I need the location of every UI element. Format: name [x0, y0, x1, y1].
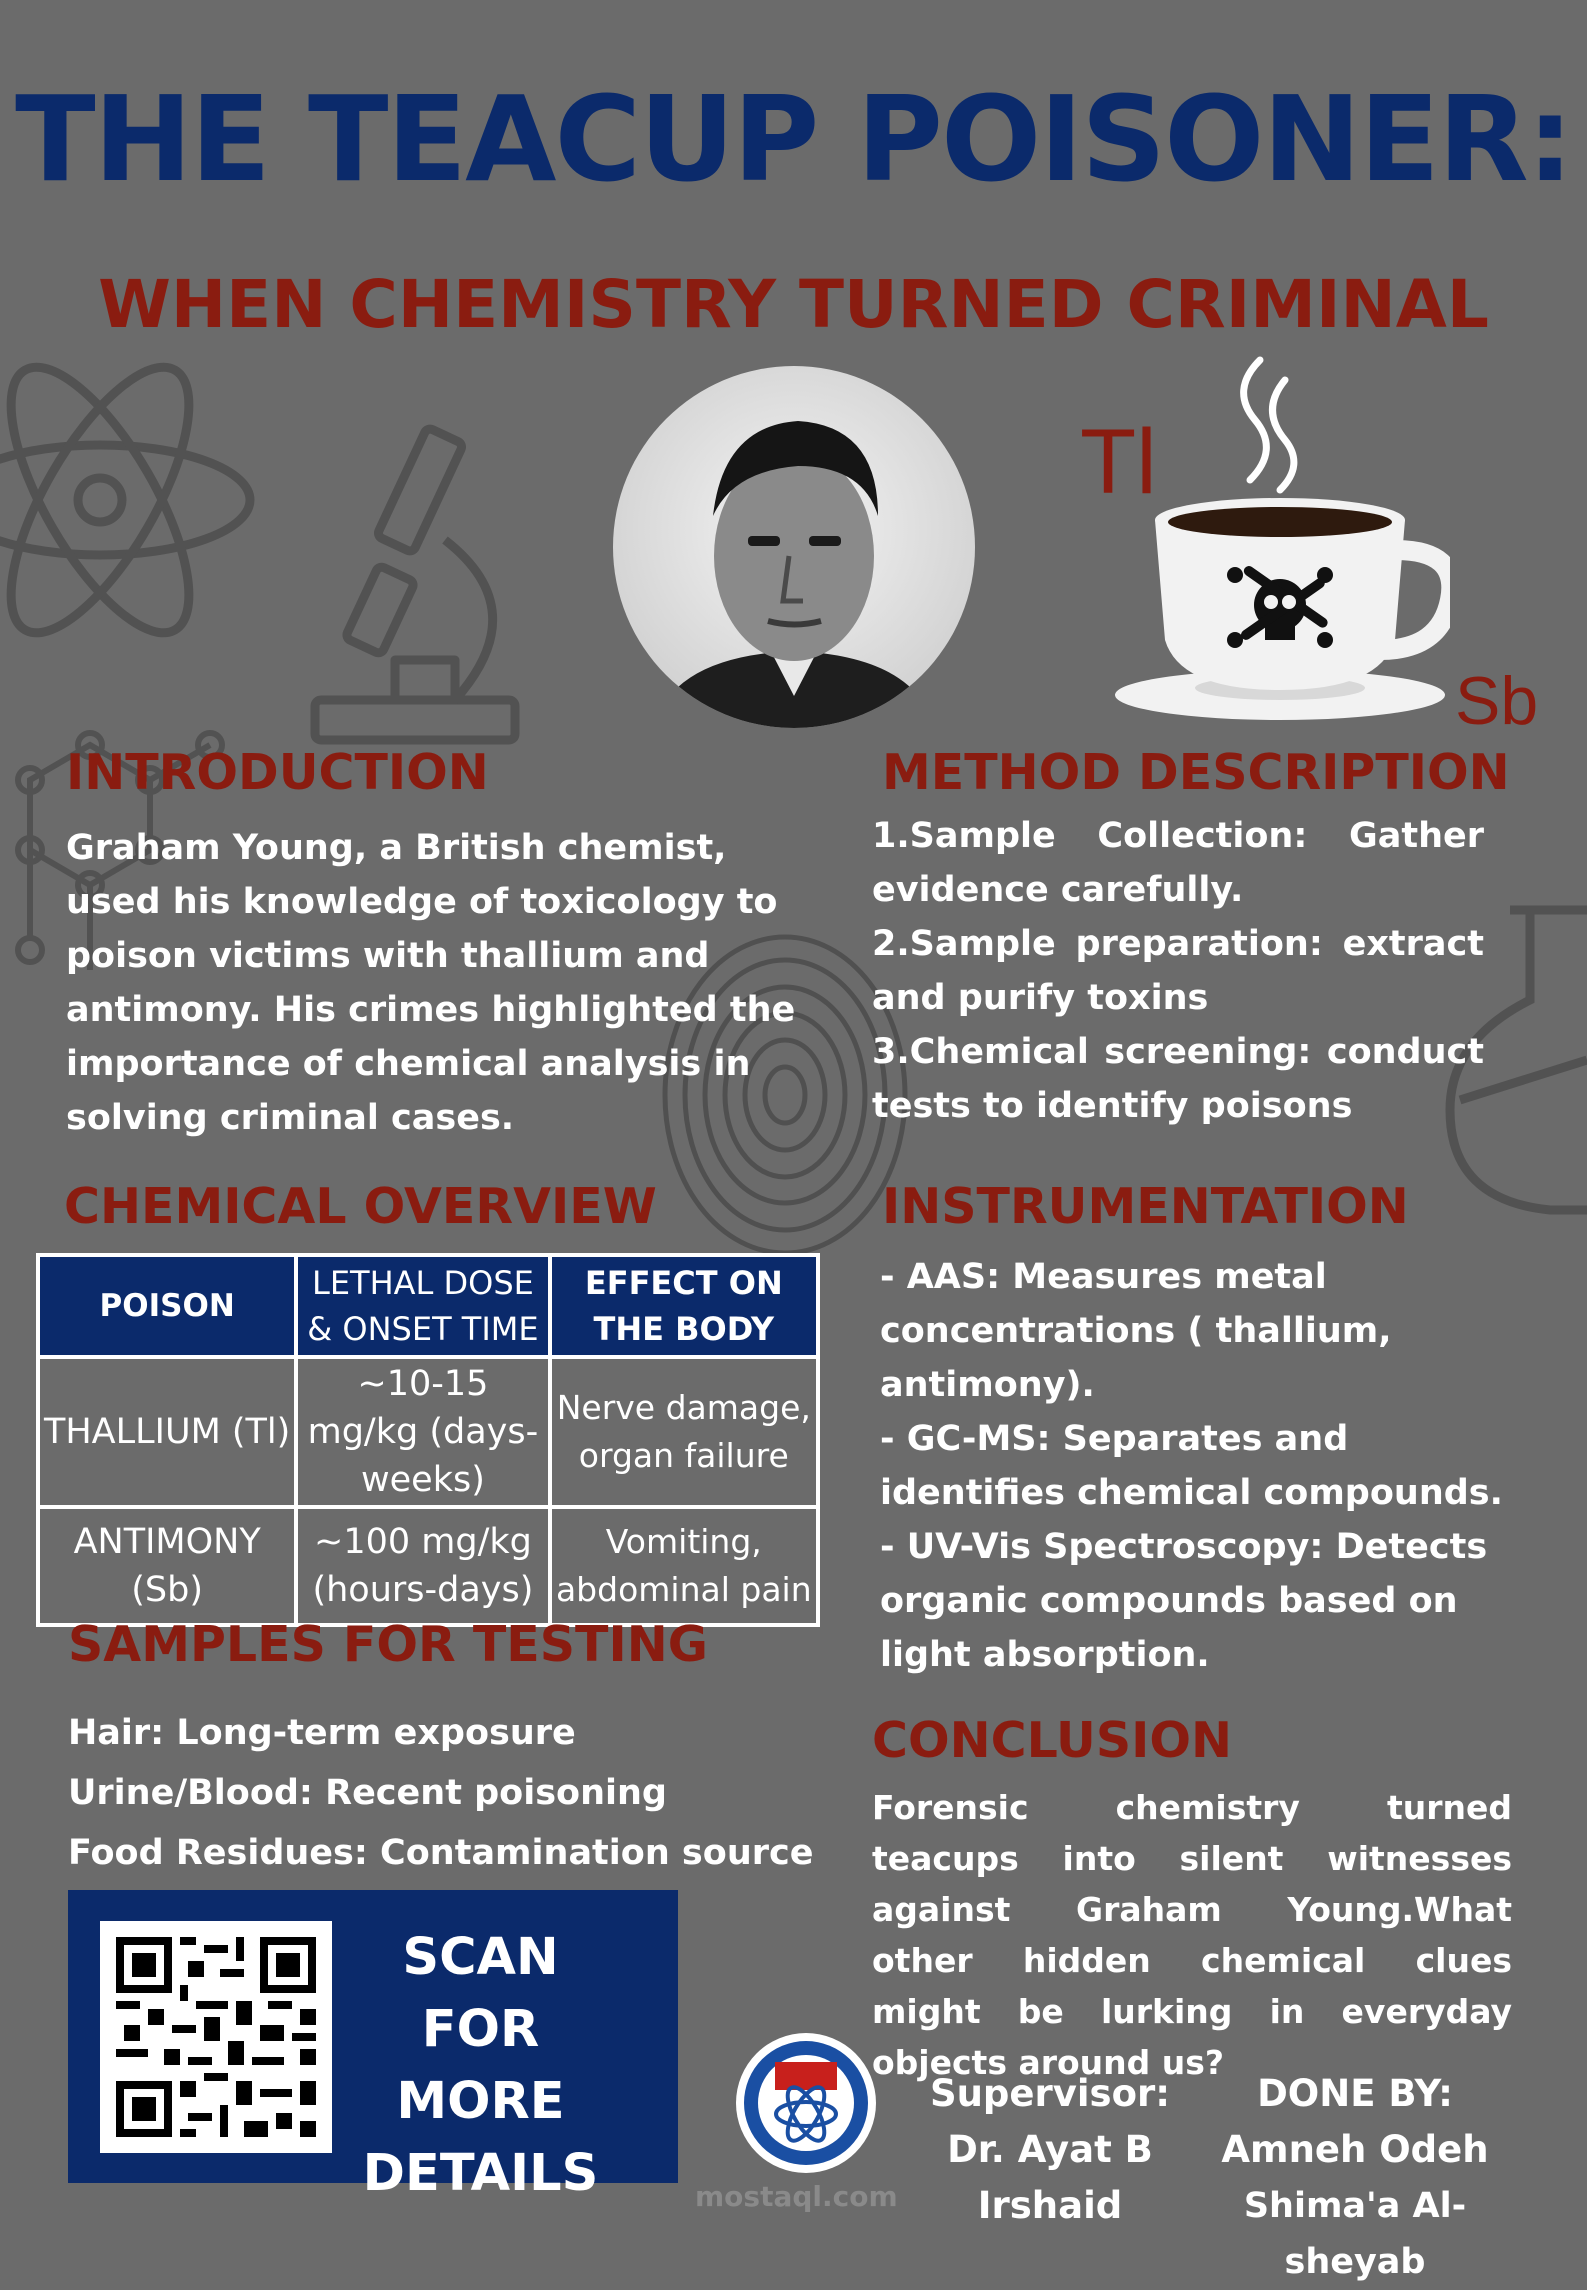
authors-block [1175, 2066, 1535, 2290]
conclusion-heading: CONCLUSION [872, 1712, 1233, 1769]
qr-code[interactable] [100, 1921, 332, 2153]
table-cell: Vomiting, abdominal pain [550, 1507, 818, 1625]
table-header-cell: POISON [38, 1255, 296, 1357]
author-name: Amneh Odeh [1221, 2128, 1489, 2171]
method-heading: METHOD DESCRIPTION [882, 744, 1510, 801]
poisoned-teacup-icon [1110, 350, 1450, 730]
poster-subtitle: WHEN CHEMISTRY TURNED CRIMINAL [98, 266, 1489, 343]
poster-title: THE TEACUP POISONER: [15, 70, 1572, 208]
supervisor-name: Dr. Ayat B [947, 2128, 1153, 2171]
samples-heading: SAMPLES FOR TESTING [68, 1616, 708, 1673]
supervisor-block [900, 2066, 1200, 2234]
method-step: 3.Chemical screening: conduct tests to identify poisons [872, 1032, 1484, 1126]
university-logo [735, 2032, 877, 2174]
supervisor-label: Supervisor: [929, 2072, 1171, 2115]
scan-label-line: MORE [396, 2072, 565, 2131]
instrumentation-item: - UV-Vis Spectroscopy: Detects organic compounds based on light absorption. [880, 1527, 1488, 1675]
table-header-row [38, 1255, 818, 1357]
conclusion-text: Forensic chemistry turned teacups into silent witnesses against Graham Young.What other hidden chemical clues might be lurking in everyday objects around us? [872, 1788, 1512, 2082]
chemical-overview-table [36, 1253, 820, 1627]
scan-label [338, 1922, 623, 2210]
method-step: 1.Sample Collection: Gather evidence carefully. [872, 816, 1484, 910]
instrumentation-item: - GC-MS: Separates and identifies chemical compounds. [880, 1419, 1503, 1513]
samples-list [68, 1703, 828, 1883]
table-header-cell: LETHAL DOSE & ONSET TIME [296, 1255, 549, 1357]
antimony-symbol: Sb [1455, 663, 1539, 739]
instrumentation-list [880, 1250, 1540, 1682]
watermark: mostaql.com [695, 2180, 898, 2213]
table-cell: Nerve damage, organ failure [550, 1357, 818, 1507]
table-cell: ~100 mg/kg (hours-days) [296, 1507, 549, 1625]
portrait-photo [613, 366, 975, 728]
done-by-label: DONE BY: [1257, 2072, 1453, 2115]
table-header-cell: EFFECT ON THE BODY [550, 1255, 818, 1357]
supervisor-name: Irshaid [977, 2184, 1123, 2227]
table-row [38, 1357, 818, 1507]
table-cell: THALLIUM (Tl) [38, 1357, 296, 1507]
instrumentation-item: - AAS: Measures metal concentrations ( thallium, antimony). [880, 1257, 1392, 1405]
table-cell: ANTIMONY (Sb) [38, 1507, 296, 1625]
scan-label-line: DETAILS [362, 2144, 599, 2203]
thallium-symbol: Tl [1080, 411, 1157, 513]
introduction-text: Graham Young, a British chemist, used his knowledge of toxicology to poison victims with thallium and antimony. His crimes highlighted the importance of chemical analysis in solving criminal cases. [66, 828, 796, 1138]
author-name: Shima'a Al-sheyab [1243, 2186, 1467, 2282]
sample-item: Urine/Blood: Recent poisoning [68, 1773, 667, 1813]
atom-icon [0, 330, 270, 660]
sample-item: Food Residues: Contamination source [68, 1833, 814, 1873]
microscope-icon [305, 420, 535, 750]
introduction-heading: INTRODUCTION [66, 744, 489, 801]
sample-item: Hair: Long-term exposure [68, 1713, 576, 1753]
scan-label-line: SCAN FOR [402, 1928, 559, 2059]
chemical-overview-heading: CHEMICAL OVERVIEW [64, 1178, 657, 1235]
instrumentation-heading: INSTRUMENTATION [882, 1178, 1409, 1235]
method-step: 2.Sample preparation: extract and purify toxins [872, 924, 1484, 1018]
table-cell: ~10-15 mg/kg (days-weeks) [296, 1357, 549, 1507]
method-steps [872, 809, 1484, 1133]
table-row [38, 1507, 818, 1625]
